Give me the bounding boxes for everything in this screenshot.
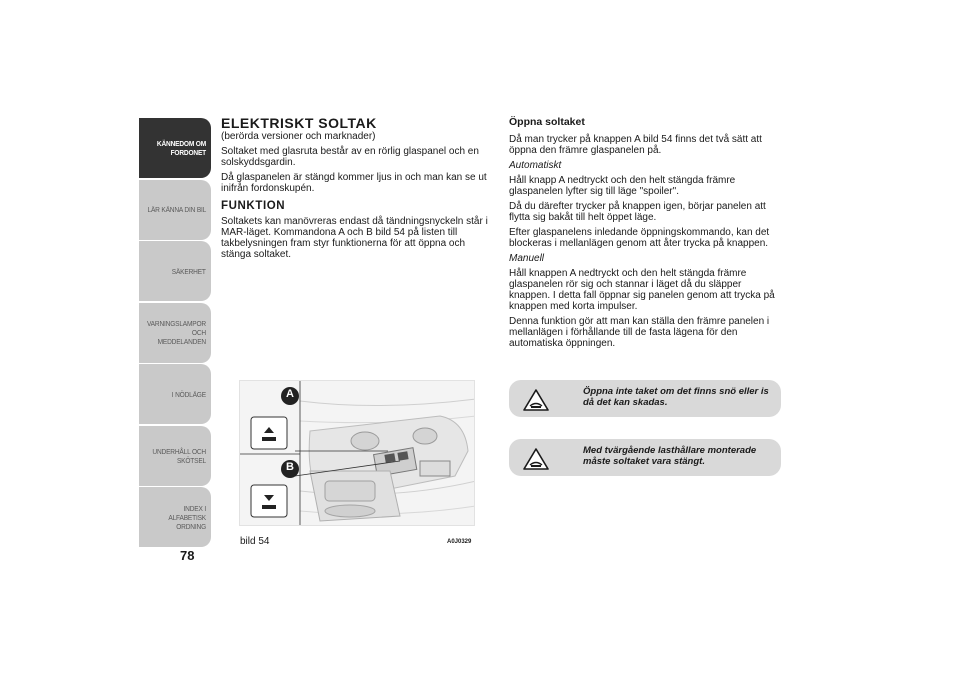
subtitle: (berörda versioner och marknader) — [221, 131, 376, 142]
tab-lar-kanna-din-bil[interactable] — [139, 180, 211, 240]
tab-label: SÄKERHET — [172, 266, 206, 276]
page-number: 78 — [180, 548, 195, 563]
paragraph: Då man trycker på knappen A bild 54 finns det två sätt att öppna den främre glaspanelen på. — [509, 134, 762, 156]
warning-triangle-icon — [523, 389, 549, 411]
paragraph: Då du därefter trycker på knappen igen, börjar panelen att flytta sig bakåt till helt öppet läge. — [509, 201, 766, 223]
figure-caption: bild 54 — [240, 536, 270, 547]
warning-box — [509, 439, 781, 476]
paragraph: Då glaspanelen är stängd kommer ljus in och man kan se ut inifrån fordonskupén. — [221, 172, 487, 194]
paragraph: Håll knappen A nedtryckt och den helt stängda främre glaspanelen rör sig och stannar i läget då du släpper knappen. I detta fall öppnar sig panelen genom att trycka på knappen med korta impulser. — [509, 268, 775, 312]
tab-kannedom-om-fordonet[interactable] — [139, 118, 211, 178]
figure-roof-controls — [239, 380, 475, 526]
paragraph: Soltakets kan manövreras endast då tändningsnyckeln står i MAR-läget. Kommandona A och B bild 54 på listen till takbelysningen fram styr funktionerna för att öppna och stänga soltaket. — [221, 216, 488, 260]
tab-label: VARNINGSLAMPOR OCH MEDDELANDEN — [146, 319, 206, 346]
warning-text: Med tvärgående lasthållare monterade måste soltaket vara stängt. — [583, 445, 757, 467]
tab-label: I NÖDLÄGE — [171, 389, 206, 399]
tab-i-nodlage[interactable] — [139, 364, 211, 424]
section-heading: FUNKTION — [221, 200, 286, 212]
figure-code: A0J0329 — [447, 539, 472, 545]
tab-label: LÄR KÄNNA DIN BIL — [147, 205, 206, 214]
page-title: ELEKTRISKT SOLTAK — [221, 115, 377, 131]
tab-label: UNDERHÅLL OCH SKÖTSEL — [152, 446, 206, 465]
subheading-automatic: Automatiskt — [509, 160, 562, 171]
tab-index[interactable] — [139, 487, 211, 547]
chapter-sidebar — [139, 118, 211, 549]
tab-varningslampor[interactable] — [139, 303, 211, 363]
tab-label: INDEX I ALFABETISK ORDNING — [168, 503, 206, 531]
left-column — [221, 116, 491, 264]
tab-underhall[interactable] — [139, 426, 211, 486]
paragraph: Efter glaspanelens inledande öppningskommando, kan det blockeras i mellanlägen genom att åter trycka på knappen. — [509, 227, 770, 249]
label-a: A — [286, 388, 294, 400]
paragraph: Denna funktion gör att man kan ställa den främre panelen i mellanlägen i förhållande till de fasta lägena för den automatiska öppningen. — [509, 316, 770, 349]
warning-text: Öppna inte taket om det finns snö eller is då det kan skadas. — [583, 386, 769, 408]
tab-sakerhet[interactable] — [139, 241, 211, 301]
section-heading: Öppna soltaket — [509, 116, 585, 128]
tab-label: KÄNNEDOM OM FORDONET — [156, 139, 206, 157]
paragraph: Håll knapp A nedtryckt och den helt stängda främre glaspanelen lyfter sig till läge "spoiler". — [509, 175, 736, 197]
roof-console-illustration — [240, 381, 475, 526]
subheading-manual: Manuell — [509, 253, 545, 264]
label-b: B — [286, 461, 294, 473]
right-column — [509, 116, 784, 353]
warning-box — [509, 380, 781, 417]
paragraph: Soltaket med glasruta består av en rörlig glaspanel och en solskyddsgardin. — [221, 146, 479, 168]
warning-triangle-icon — [523, 448, 549, 470]
